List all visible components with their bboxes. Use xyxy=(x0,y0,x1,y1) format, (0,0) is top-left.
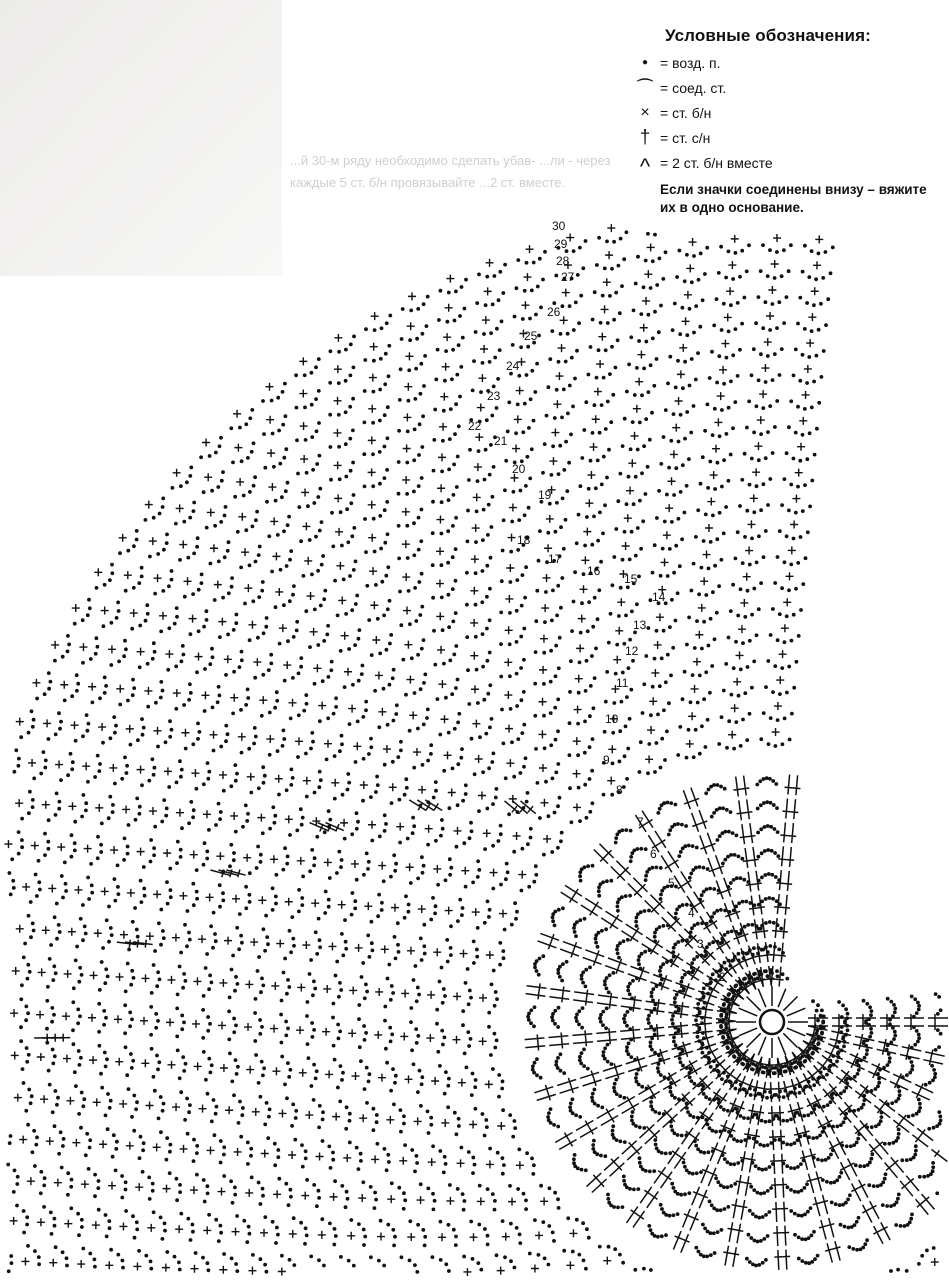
row-number-3: 3 xyxy=(697,937,704,951)
faded-instructions-text: ...й 30-м ряду необходимо сделать убав- ...ли - через каждые 5 ст. б/н провязывайте ...2 ст. вместе. xyxy=(290,153,611,190)
row-number-27: 27 xyxy=(561,270,575,284)
row-number-22: 22 xyxy=(468,419,482,433)
legend-row-slip xyxy=(630,75,940,100)
legend-row-sc xyxy=(630,100,940,125)
row-number-13: 13 xyxy=(633,618,647,632)
legend-row-chain xyxy=(630,50,940,75)
row-number-4: 4 xyxy=(688,906,695,920)
dagger-icon: † xyxy=(639,126,651,148)
row-number-24: 24 xyxy=(506,359,520,373)
row-number-18: 18 xyxy=(517,533,531,547)
row-number-19: 19 xyxy=(538,488,552,502)
row-number-21: 21 xyxy=(494,434,508,448)
row-number-14: 14 xyxy=(652,590,666,604)
arc-icon: ⌒ xyxy=(636,78,653,96)
row-number-20: 20 xyxy=(512,462,526,476)
row-number-23: 23 xyxy=(487,389,501,403)
legend-label: = ст. с/н xyxy=(660,129,711,146)
row-number-16: 16 xyxy=(587,564,601,578)
row-number-30: 30 xyxy=(552,219,566,233)
caret-icon: ^ xyxy=(639,153,651,179)
row-number-5: 5 xyxy=(668,876,675,890)
stitch-marks xyxy=(4,224,948,1276)
center-ring xyxy=(760,1010,784,1034)
row-number-9: 9 xyxy=(603,753,610,767)
legend-label: = возд. п. xyxy=(660,54,721,71)
row-number-2: 2 xyxy=(719,970,726,984)
legend-label: = 2 ст. б/н вместе xyxy=(660,154,773,171)
row-number-26: 26 xyxy=(547,305,561,319)
legend-row-sc2tog xyxy=(630,150,940,179)
row-number-12: 12 xyxy=(625,644,639,658)
row-number-8: 8 xyxy=(616,783,623,797)
row-number-10: 10 xyxy=(605,712,619,726)
dot-icon: ● xyxy=(641,56,649,68)
cross-icon: × xyxy=(640,103,650,121)
row-number-17: 17 xyxy=(548,552,562,566)
row-number-6: 6 xyxy=(650,847,657,861)
row-number-25: 25 xyxy=(524,329,538,343)
legend-note: Если значки соединены внизу – вяжите их в одно основание. xyxy=(660,182,927,215)
legend-label: = ст. б/н xyxy=(660,104,712,121)
row-number-11: 11 xyxy=(616,676,629,690)
row-number-15: 15 xyxy=(624,572,638,586)
row-number-29: 29 xyxy=(554,237,568,251)
legend xyxy=(630,26,940,217)
legend-title: Условные обозначения: xyxy=(665,26,871,45)
legend-label: = соед. ст. xyxy=(660,79,727,96)
legend-row-dc xyxy=(630,125,940,150)
row-number-7: 7 xyxy=(637,815,644,829)
row-number-28: 28 xyxy=(556,254,570,268)
